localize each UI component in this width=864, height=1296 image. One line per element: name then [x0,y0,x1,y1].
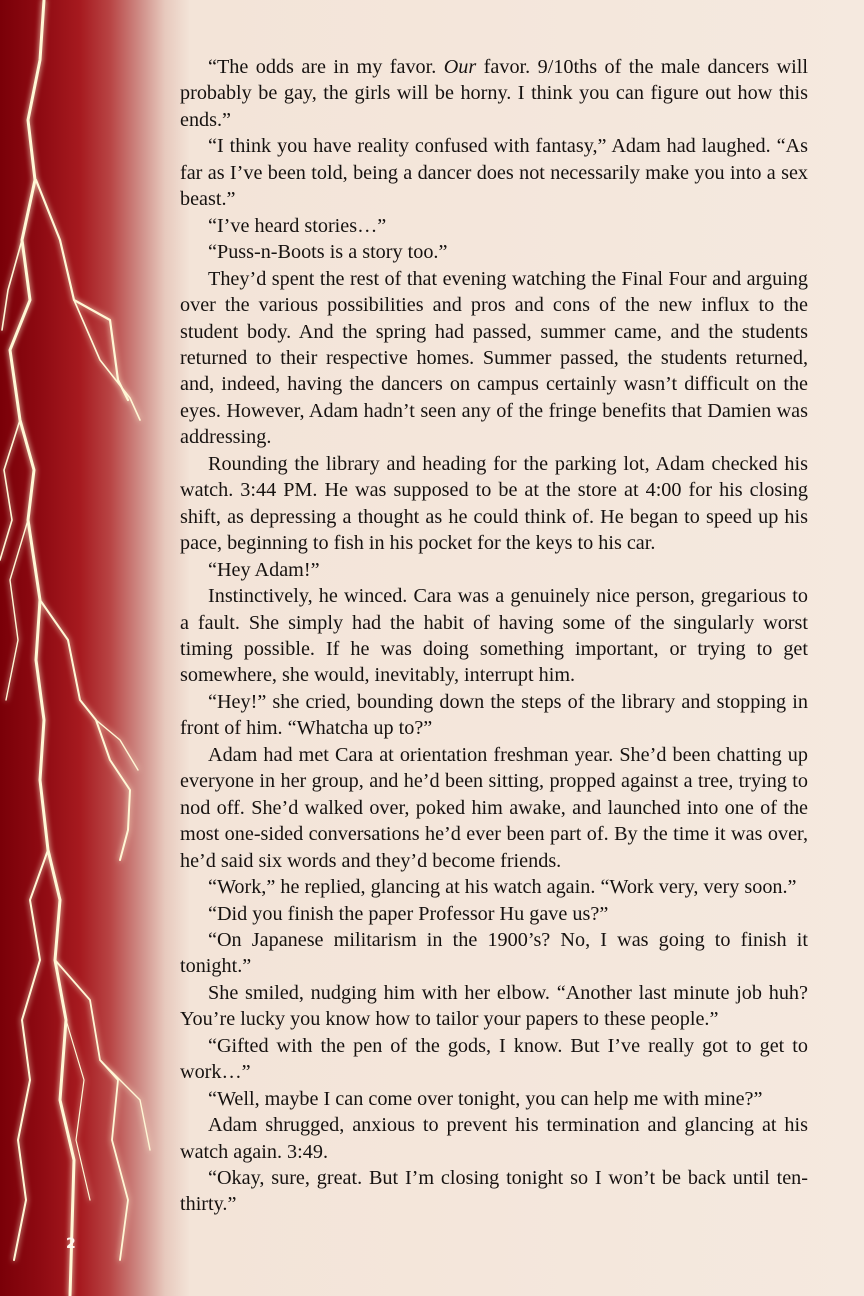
paragraph: Instinctively, he winced. Cara was a genuinely nice person, gregarious to a fault. She simply had the habit of having some of the singularly worst timing possible. If he was doing something important, or trying to get somewhere, she would, inevitably, interrupt him. [180,585,808,687]
paragraph: They’d spent the rest of that evening watching the Final Four and arguing over the various possibilities and pros and cons of the new influx to the student body. And the spring had passed, summer came, and the students returned to their respective homes. Summer passed, the students returned, and, indeed, having the dancers on campus certainly wasn’t difficult on the eyes. However, Adam hadn’t seen any of the fringe benefits that Damien was addressing. [180,267,808,449]
paragraph: “I think you have reality confused with fantasy,” Adam had laughed. “As far as I’ve been told, being a dancer does not necessarily make you into a sex beast.” [180,135,808,211]
paragraph: Adam had met Cara at orientation freshman year. She’d been chatting up everyone in her group, and he’d been sitting, propped against a tree, trying to nod off. She’d walked over, poked him awake, and launched into one of the most one-sided conversations he’d ever been part of. By the time it was over, he’d said six words and they’d become friends. [180,743,808,872]
paragraph-text: favor. 9/10ths of the male dancers will probably be gay, the girls will be horny. I think you can figure out how this ends.” [180,56,808,131]
paragraph: “Did you finish the paper Professor Hu gave us?” [208,902,609,925]
paragraph: “I’ve heard stories…” [208,214,387,237]
paragraph: “Gifted with the pen of the gods, I know. But I’ve really got to get to work…” [180,1034,808,1084]
paragraph: “Puss-n-Boots is a story too.” [208,241,448,264]
paragraph: She smiled, nudging him with her elbow. “Another last minute job huh? You’re lucky you know how to tailor your papers to these people.” [180,981,808,1031]
paragraph: “On Japanese militarism in the 1900’s? No, I was going to finish it tonight.” [180,928,808,978]
paragraph: Rounding the library and heading for the parking lot, Adam checked his watch. 3:44 PM. He was supposed to be at the store at 4:00 for his closing shift, as depressing a thought as he could think of. He began to speed up his pace, beginning to fish in his pocket for the keys to his car. [180,452,808,555]
paragraph: “Hey Adam!” [208,558,320,581]
paragraph: “Okay, sure, great. But I’m closing tonight so I won’t be back until ten-thirty.” [180,1167,808,1216]
body-text [180,54,808,1218]
paragraph-text: “The odds are in my favor. [208,56,444,78]
paragraph: Adam shrugged, anxious to prevent his termination and glancing at his watch again. 3:49. [180,1114,808,1163]
paragraph: “Work,” he replied, glancing at his watch again. “Work very, very soon.” [208,876,797,899]
paragraph: “Well, maybe I can come over tonight, you can help me with mine?” [208,1087,763,1110]
paragraph: “Hey!” she cried, bounding down the steps of the library and stopping in front of him. “Whatcha up to?” [180,690,808,740]
page-number: 2 [66,1236,76,1252]
paragraph [180,54,808,133]
emphasis-text: Our [443,56,477,78]
lightning-bolt-illustration [0,0,200,1296]
